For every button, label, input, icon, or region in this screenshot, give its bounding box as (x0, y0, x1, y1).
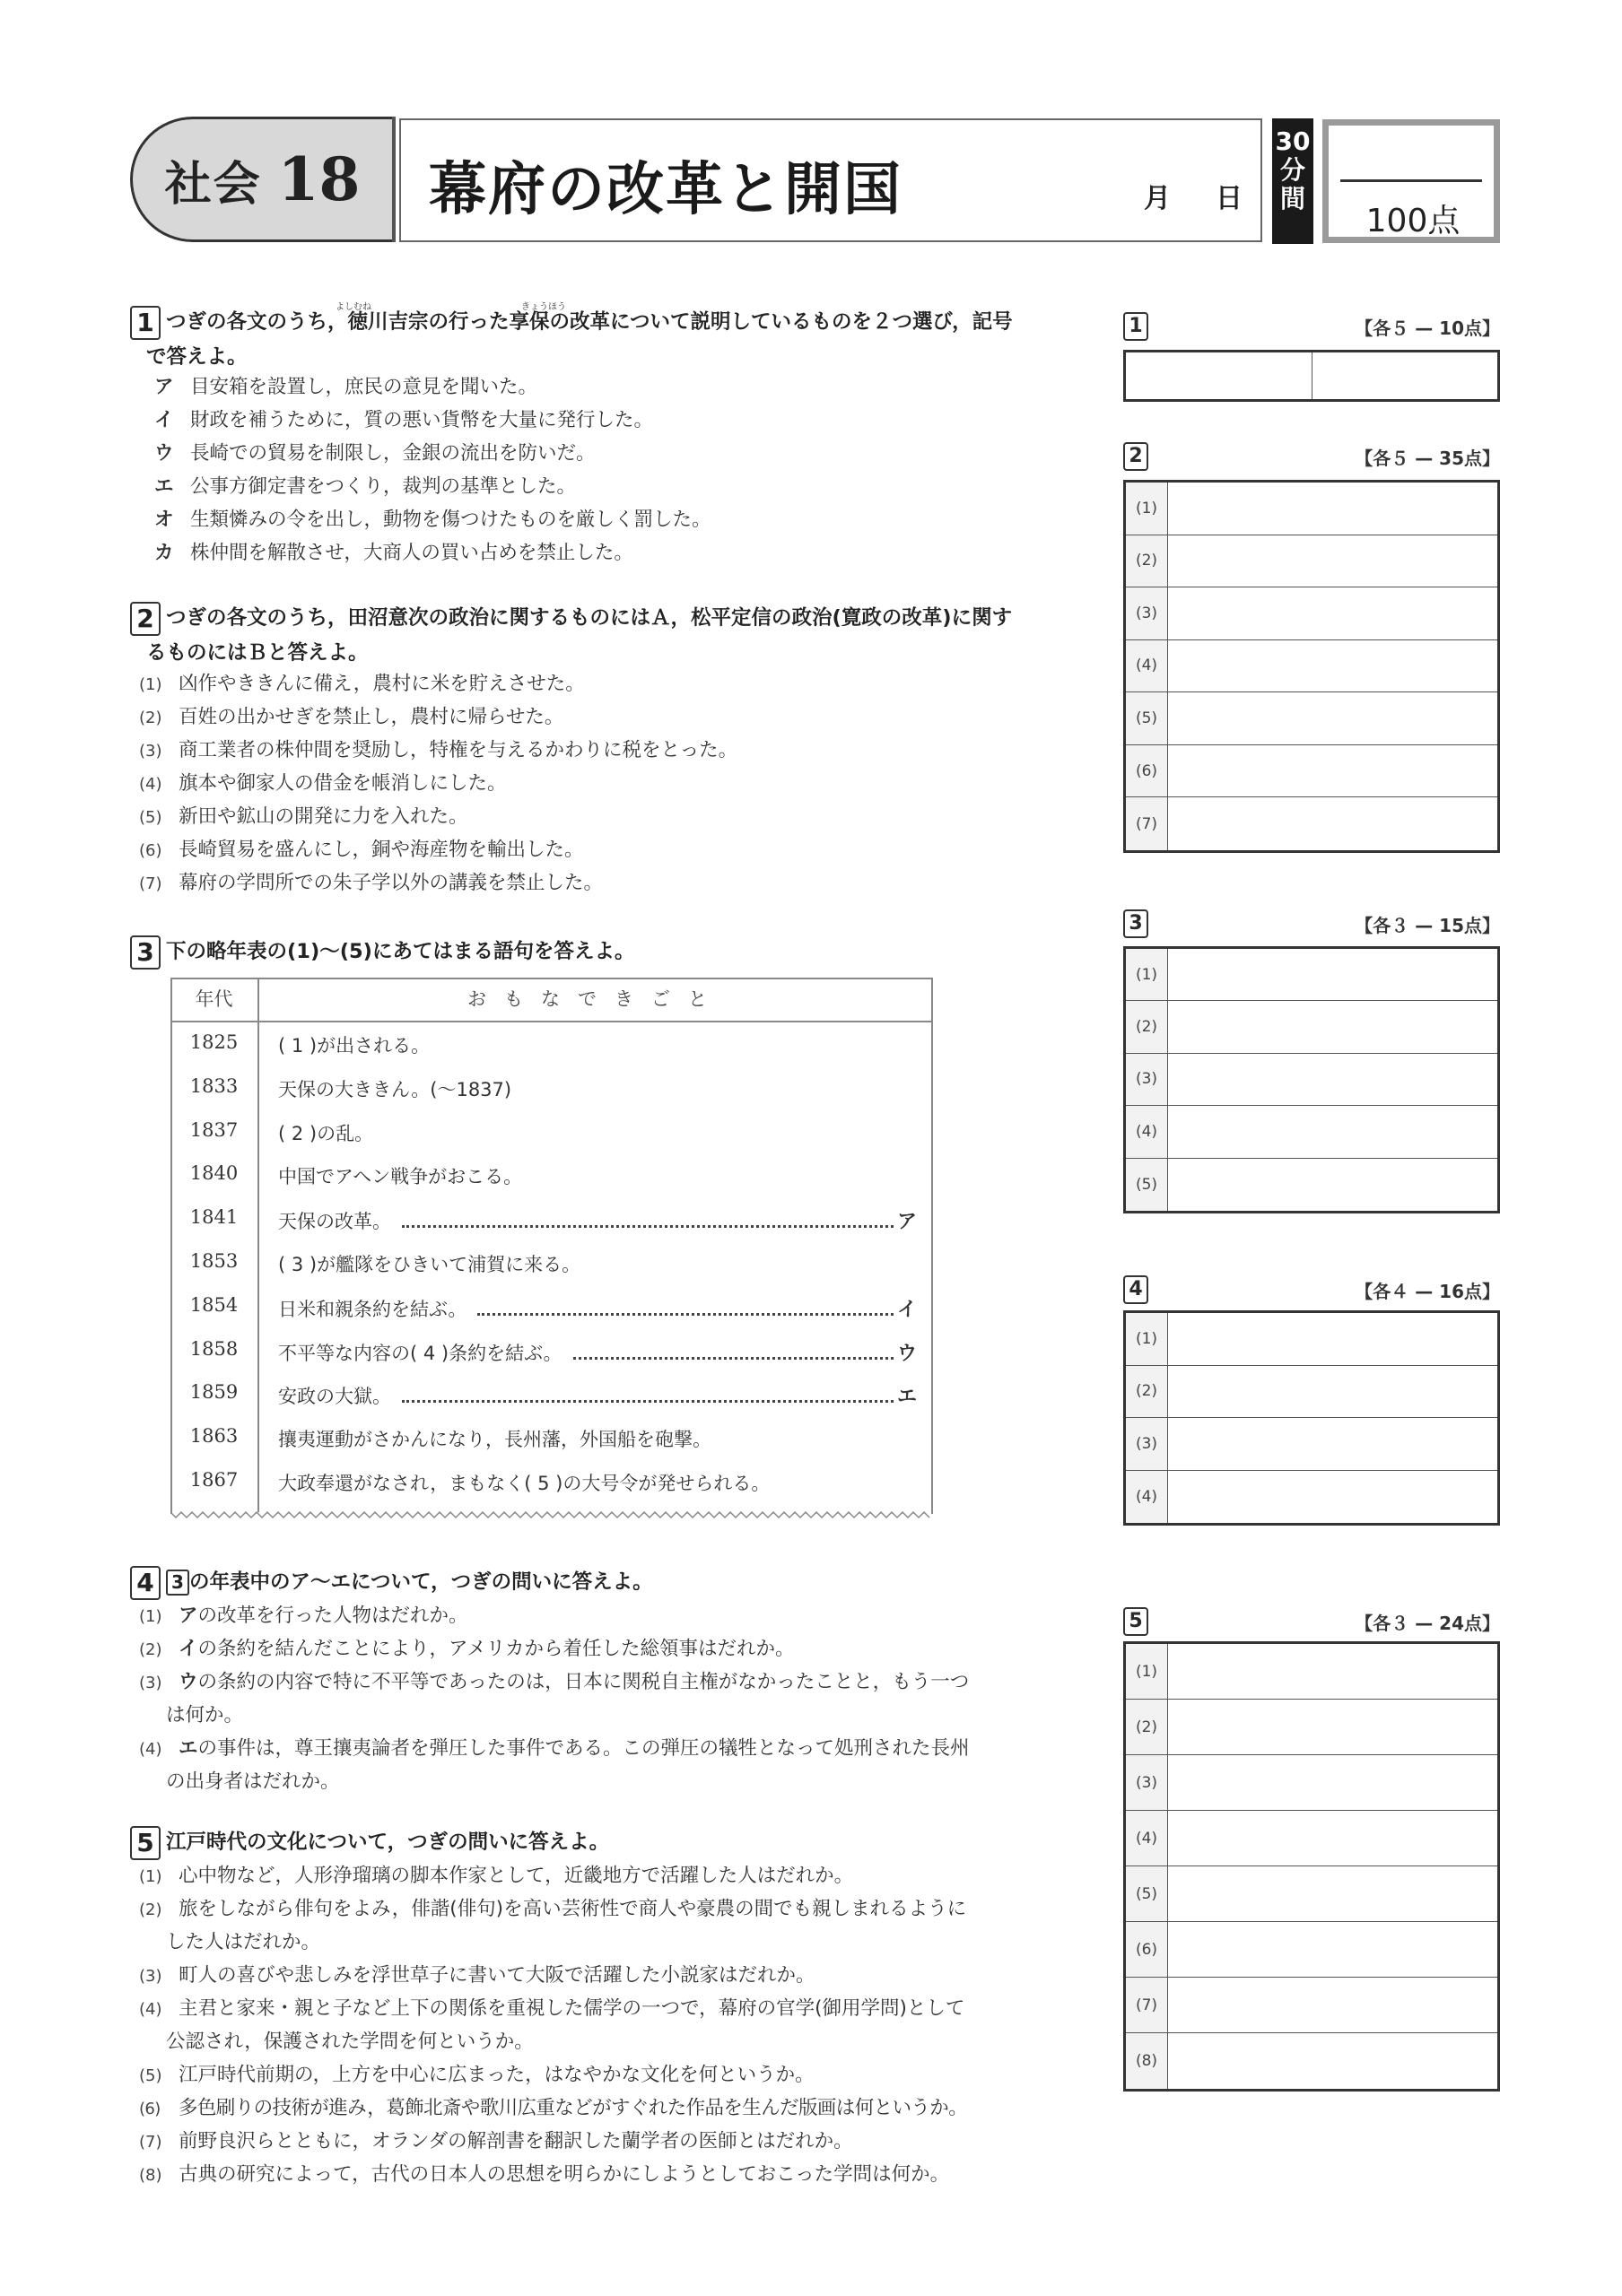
answer-row (1126, 1978, 1497, 2033)
timeline-row (170, 1418, 933, 1461)
q2-text-line1: つぎの各文のうち，田沼意次の政治に関するものにはＡ，松平定信の政治(寛政の改革)に関す (166, 606, 1013, 630)
answer-field[interactable] (1168, 1811, 1497, 1866)
timeline-year: 1853 (189, 1250, 239, 1272)
q4-item-continuation: は何か。 (166, 1704, 244, 1726)
answer-field[interactable] (1168, 745, 1497, 797)
score-total: 100点 (1365, 203, 1461, 239)
item-text: の改革を行った人物はだれか。 (197, 1605, 468, 1627)
q4-item (139, 1632, 795, 1666)
item-label: (2) (139, 1640, 162, 1659)
q4-ref-number: 3 (166, 1570, 189, 1596)
choice-text: 目安箱を設置し，庶民の意見を聞いた。 (190, 376, 538, 398)
timeline-event-text: 日米和親条約を結ぶ。 (278, 1298, 467, 1320)
timeline-event-text: 攘夷運動がさかんになり，長州藩，外国船を砲撃。 (278, 1429, 711, 1451)
timeline-mark: イ (896, 1298, 917, 1321)
q1-choice (154, 536, 633, 570)
answer-row-label: (3) (1126, 1755, 1168, 1810)
answer-row (1126, 1159, 1497, 1211)
answer-row (1126, 1001, 1497, 1053)
timeline-row (170, 1199, 933, 1242)
item-key: ウ (179, 1671, 198, 1693)
q2-item (139, 800, 468, 834)
answer-field[interactable] (1126, 352, 1312, 399)
item-text: 心中物など，人形浄瑠璃の脚本作家として，近畿地方で活躍した人はだれか。 (179, 1865, 854, 1887)
table-header-event: おもなできごと (467, 988, 725, 1010)
answer-header-3 (1123, 909, 1500, 942)
answer-row (1126, 1811, 1497, 1866)
time-limit-minutes: 30 (1275, 126, 1311, 156)
leader-dots (402, 1399, 894, 1403)
q5-item-continuation: した人はだれか。 (166, 1931, 321, 1953)
q1-text-line1: つぎの各文のうち，徳川吉宗の行った享保の改革について説明しているものを２つ選び，記号 (166, 310, 1013, 334)
q4-item (139, 1665, 969, 1700)
q5-number: 5 (130, 1826, 161, 1860)
timeline-event (278, 1425, 917, 1452)
answer-field[interactable] (1168, 1866, 1497, 1921)
answer-row (1126, 745, 1497, 798)
q5-text: 江戸時代の文化について，つぎの問いに答えよ。 (166, 1831, 610, 1854)
q3-text: 下の略年表の(1)～(5)にあてはまる語句を答えよ。 (166, 940, 635, 963)
q4-item (139, 1732, 970, 1766)
timeline-event (278, 1381, 917, 1409)
answer-points: 【各４ — 16点】 (1355, 1281, 1500, 1302)
answer-box-4 (1123, 1310, 1500, 1526)
answer-field[interactable] (1168, 1106, 1497, 1157)
answer-field[interactable] (1168, 1418, 1497, 1470)
answer-points: 【各３ — 15点】 (1355, 915, 1500, 936)
answer-row-label: (4) (1126, 1106, 1168, 1157)
item-text: 旗本や御家人の借金を帳消しにした。 (179, 772, 507, 795)
timeline-event (278, 1206, 917, 1234)
page-title: 幕府の改革と開国 (429, 156, 903, 223)
answer-number: 3 (1123, 909, 1148, 938)
answer-row-label: (6) (1126, 1922, 1168, 1977)
timeline-event-text: 天保の大ききん。(～1837) (278, 1078, 512, 1100)
q5-item (139, 1892, 966, 1926)
answer-field[interactable] (1168, 692, 1497, 744)
timeline-event-text: 大政奉還がなされ，まもなく( 5 )の大号令が発せられる。 (278, 1473, 771, 1494)
month-label: 月 (1144, 183, 1171, 214)
answer-field[interactable] (1168, 1366, 1497, 1418)
answer-field[interactable] (1168, 483, 1497, 535)
q4-number: 4 (130, 1566, 161, 1600)
day-label: 日 (1216, 183, 1243, 214)
q1-text-line2: で答えよ。 (146, 344, 248, 369)
timeline-event (278, 1075, 917, 1102)
item-text: 町人の喜びや悲しみを浮世草子に書いて大阪で活躍した小説家はだれか。 (179, 1964, 815, 1987)
item-text: の事件は，尊王攘夷論者を弾圧した事件である。この弾圧の犠牲となって処刑された長州 (197, 1737, 970, 1760)
q1-number: 1 (130, 306, 161, 340)
answer-points: 【各５ — 10点】 (1355, 317, 1500, 339)
answer-box-5 (1123, 1641, 1500, 2092)
item-label: (3) (139, 1674, 162, 1692)
answer-field[interactable] (1168, 1978, 1497, 2032)
q4-item-continuation: の出身者はだれか。 (166, 1770, 340, 1793)
timeline-event (278, 1031, 917, 1058)
timeline-row (170, 1155, 933, 1198)
q4-text: の年表中のア～エについて，つぎの問いに答えよ。 (189, 1570, 653, 1594)
answer-row-label: (2) (1126, 535, 1168, 587)
q2-item (139, 833, 584, 867)
timeline-year: 1859 (189, 1381, 239, 1404)
q1-prompt (130, 305, 1103, 374)
timeline-event (278, 1250, 917, 1277)
timeline-row (170, 1112, 933, 1155)
q5-item (139, 2092, 967, 2126)
q3-prompt (130, 935, 1103, 970)
item-label: (1) (139, 675, 162, 694)
q5-item (139, 2058, 815, 2092)
answer-points: 【各５ — 35点】 (1355, 448, 1500, 469)
answer-row-label: (2) (1126, 1700, 1168, 1754)
item-text: 多色刷りの技術が進み，葛飾北斎や歌川広重などがすぐれた作品を生んだ版画は何というか。 (179, 2097, 968, 2119)
timeline-event-text: 不平等な内容の( 4 )条約を結ぶ。 (278, 1342, 562, 1364)
answer-row-label: (1) (1126, 1644, 1168, 1699)
answer-row-label: (4) (1126, 1471, 1168, 1524)
answer-row (1126, 1471, 1497, 1524)
ruby-yoshimune: よしむね (336, 302, 371, 312)
subject-tab-edge (392, 117, 396, 242)
timeline-row (170, 1287, 933, 1330)
item-label: (4) (139, 775, 162, 794)
q1-choice (154, 370, 537, 404)
choice-text: 公事方御定書をつくり，裁判の基準とした。 (190, 475, 577, 498)
answer-number: 2 (1123, 442, 1148, 471)
answer-field[interactable] (1168, 1054, 1497, 1105)
answer-row-label: (4) (1126, 640, 1168, 692)
timeline-mark: ウ (896, 1342, 917, 1365)
answer-row-label: (3) (1126, 1054, 1168, 1105)
score-line (1340, 179, 1482, 182)
timeline-event (278, 1119, 917, 1146)
answer-row (1126, 1106, 1497, 1158)
table-header-year: 年代 (195, 988, 233, 1010)
subject-label: 社会 (164, 157, 262, 212)
answer-row (1126, 1866, 1497, 1922)
q2-item (139, 667, 585, 701)
q2-item (139, 767, 507, 801)
answer-row (1126, 1700, 1497, 1755)
q5-item (139, 2125, 853, 2159)
item-text: 江戸時代前期の，上方を中心に広まった，はなやかな文化を何というか。 (179, 2064, 815, 2086)
timeline-event-text: ( 1 )が出される。 (278, 1035, 431, 1057)
answer-row (1126, 797, 1497, 850)
timeline-event (278, 1469, 917, 1496)
leader-dots (573, 1356, 894, 1360)
answer-row (1126, 483, 1497, 535)
timeline-year: 1841 (189, 1206, 239, 1229)
timeline-mark: エ (896, 1386, 917, 1409)
timeline-row (170, 1462, 933, 1505)
answer-row-label: (5) (1126, 1866, 1168, 1921)
answer-row-label: (2) (1126, 1001, 1168, 1052)
leader-dots (477, 1312, 894, 1316)
answer-header-1 (1123, 312, 1500, 344)
item-label: (1) (139, 1867, 162, 1886)
timeline-row (170, 1024, 933, 1067)
answer-box-2 (1123, 480, 1500, 853)
answer-row (1126, 1313, 1497, 1366)
q2-prompt (130, 601, 1103, 670)
q5-item (139, 1859, 853, 1893)
timeline-year: 1863 (189, 1425, 239, 1448)
item-text: 商工業者の株仲間を奨励し，特権を与えるかわりに税をとった。 (179, 739, 738, 761)
answer-row-label: (7) (1126, 1978, 1168, 2032)
item-label: (5) (139, 2066, 162, 2085)
answer-row-label: (1) (1126, 483, 1168, 535)
q3-number: 3 (130, 935, 161, 970)
choice-label: ウ (154, 442, 174, 465)
item-label: (4) (139, 1740, 162, 1759)
timeline-year: 1837 (189, 1118, 239, 1141)
answer-row (1126, 1644, 1497, 1700)
answer-row (1126, 1755, 1497, 1811)
q4-item (139, 1599, 468, 1633)
timeline-event-text: 天保の改革。 (278, 1211, 391, 1233)
answer-header-5 (1123, 1607, 1500, 1639)
answer-field[interactable] (1168, 587, 1497, 639)
timeline-year: 1825 (189, 1031, 239, 1053)
item-text: 新田や鉱山の開発に力を入れた。 (179, 805, 468, 828)
item-text: 長崎貿易を盛んにし，銅や海産物を輸出した。 (179, 839, 584, 861)
answer-number: 5 (1123, 1607, 1148, 1636)
item-label: (6) (139, 841, 162, 860)
item-label: (7) (139, 2133, 162, 2152)
item-label: (7) (139, 874, 162, 893)
answer-row-label: (3) (1126, 587, 1168, 639)
item-label: (3) (139, 1967, 162, 1986)
choice-label: イ (154, 409, 174, 431)
answer-row-label: (1) (1126, 1313, 1168, 1365)
item-label: (8) (139, 2166, 162, 2185)
item-text: 旅をしながら俳句をよみ，俳諧(俳句)を高い芸術性で商人や豪農の間でも親しまれるように (179, 1898, 967, 1920)
answer-header-4 (1123, 1275, 1500, 1308)
answer-header-2 (1123, 442, 1500, 474)
time-limit-badge (1272, 118, 1313, 244)
answer-field[interactable] (1168, 2033, 1497, 2089)
choice-text: 生類憐みの令を出し，動物を傷つけたものを厳しく罰した。 (190, 509, 711, 531)
answer-row (1126, 692, 1497, 745)
q2-item (139, 734, 737, 768)
choice-label: オ (154, 509, 174, 531)
item-text: 百姓の出かせぎを禁止し，農村に帰らせた。 (179, 706, 564, 728)
item-label: (1) (139, 1607, 162, 1626)
answer-row (1126, 1054, 1497, 1106)
timeline-event-text: ( 3 )が艦隊をひきいて浦賀に来る。 (278, 1254, 581, 1275)
answer-row-label: (2) (1126, 1366, 1168, 1418)
q5-item (139, 1959, 815, 1993)
answer-field[interactable] (1168, 535, 1497, 587)
answer-row (1126, 1418, 1497, 1471)
choice-label: カ (154, 542, 174, 564)
item-label: (5) (139, 808, 162, 827)
timeline-year: 1854 (189, 1293, 239, 1316)
timeline-event-text: 中国でアヘン戦争がおこる。 (278, 1166, 523, 1188)
answer-field[interactable] (1168, 1471, 1497, 1524)
choice-text: 株仲間を解散させ，大商人の買い占めを禁止した。 (190, 542, 633, 564)
choice-text: 長崎での貿易を制限し，金銀の流出を防いだ。 (190, 442, 596, 465)
answer-row (1126, 640, 1497, 693)
leader-dots (402, 1224, 894, 1228)
answer-row (1126, 1366, 1497, 1419)
item-key: ア (179, 1605, 198, 1627)
answer-row-label: (8) (1126, 2033, 1168, 2089)
time-limit-unit-2: 間 (1279, 184, 1305, 213)
timeline-year: 1833 (189, 1074, 239, 1097)
item-label: (2) (139, 1900, 162, 1919)
answer-row-label: (3) (1126, 1418, 1168, 1470)
answer-row-label: (7) (1126, 797, 1168, 850)
answer-row-label: (4) (1126, 1811, 1168, 1866)
table-header-divider (170, 1021, 933, 1022)
q2-item (139, 866, 603, 900)
timeline-row (170, 1243, 933, 1286)
ruby-kyouhou: きょうほう (521, 302, 566, 312)
item-label: (3) (139, 742, 162, 761)
timeline-event-text: ( 2 )の乱。 (278, 1122, 374, 1144)
answer-box-1 (1123, 350, 1500, 402)
q5-prompt (130, 1825, 1103, 1860)
q5-item (139, 2158, 949, 2192)
answer-field[interactable] (1168, 1159, 1497, 1211)
timeline-event (278, 1338, 917, 1366)
q1-choice (154, 404, 653, 437)
q5-item (139, 1992, 964, 2026)
answer-field[interactable] (1168, 949, 1497, 1000)
time-limit-unit-1: 分 (1279, 155, 1305, 185)
q5-item-continuation: 公認され，保護された学問を何というか。 (166, 2031, 534, 2053)
answer-box-3 (1123, 946, 1500, 1213)
choice-text: 財政を補うために，質の悪い貨幣を大量に発行した。 (190, 409, 654, 431)
item-text: 主君と家来・親と子など上下の関係を重視した儒学の一つで，幕府の官学(御用学問)として (179, 1997, 965, 2020)
item-label: (4) (139, 2000, 162, 2019)
timeline-year: 1867 (189, 1469, 239, 1491)
item-text: 凶作やききんに備え，農村に米を貯えさせた。 (179, 673, 585, 695)
answer-row (1126, 587, 1497, 640)
table-torn-edge (170, 1510, 933, 1519)
item-text: 前野良沢らとともに，オランダの解剖書を翻訳した蘭学者の医師とはだれか。 (179, 2130, 853, 2152)
answer-number: 4 (1123, 1275, 1148, 1304)
answer-row-label: (5) (1126, 692, 1168, 744)
answer-row (1126, 1922, 1497, 1978)
answer-field[interactable] (1168, 640, 1497, 692)
timeline-year: 1840 (189, 1162, 239, 1185)
answer-row (1126, 2033, 1497, 2089)
timeline-year: 1858 (189, 1337, 239, 1360)
answer-field[interactable] (1168, 1001, 1497, 1052)
item-label: (6) (139, 2100, 161, 2118)
q2-number: 2 (130, 602, 161, 636)
answer-row (1126, 535, 1497, 588)
q4-prompt (130, 1565, 1103, 1600)
answer-number: 1 (1123, 312, 1148, 341)
timeline-event (278, 1162, 917, 1189)
answer-field[interactable] (1168, 1700, 1497, 1754)
choice-label: ア (154, 376, 174, 398)
answer-row-label: (1) (1126, 949, 1168, 1000)
timeline-mark: ア (896, 1211, 917, 1234)
answer-points: 【各３ — 24点】 (1355, 1613, 1500, 1634)
item-text: 幕府の学問所での朱子学以外の講義を禁止した。 (179, 872, 604, 894)
q1-choice (154, 470, 576, 503)
item-label: (2) (139, 709, 162, 727)
answer-row (1126, 949, 1497, 1001)
answer-field[interactable] (1168, 1644, 1497, 1699)
item-key: エ (179, 1737, 198, 1760)
timeline-row (170, 1068, 933, 1111)
choice-label: エ (154, 475, 174, 498)
answer-field[interactable] (1168, 1922, 1497, 1977)
answer-field[interactable] (1312, 352, 1498, 399)
answer-row-label: (5) (1126, 1159, 1168, 1211)
timeline-event (278, 1294, 917, 1322)
timeline-event-text: 安政の大獄。 (278, 1386, 391, 1408)
item-key: イ (179, 1638, 198, 1660)
item-text: 古典の研究によって，古代の日本人の思想を明らかにしようとしておこった学問は何か。 (179, 2163, 950, 2186)
answer-field[interactable] (1168, 1755, 1497, 1810)
answer-field[interactable] (1168, 797, 1497, 850)
answer-row-label: (6) (1126, 745, 1168, 797)
subject-tab (130, 117, 392, 242)
answer-field[interactable] (1168, 1313, 1497, 1365)
q1-choice (154, 437, 596, 470)
q2-text-line2: るものにはＢと答えよ。 (146, 640, 369, 665)
timeline-row (170, 1374, 933, 1417)
item-text: の条約の内容で特に不平等であったのは，日本に関税自主権がなかったことと，もう一つ (197, 1671, 970, 1693)
unit-number: 18 (277, 144, 361, 214)
timeline-row (170, 1331, 933, 1374)
q2-item (139, 700, 563, 735)
item-text: の条約を結んだことにより，アメリカから着任した総領事はだれか。 (197, 1638, 795, 1660)
q1-choice (154, 503, 711, 536)
